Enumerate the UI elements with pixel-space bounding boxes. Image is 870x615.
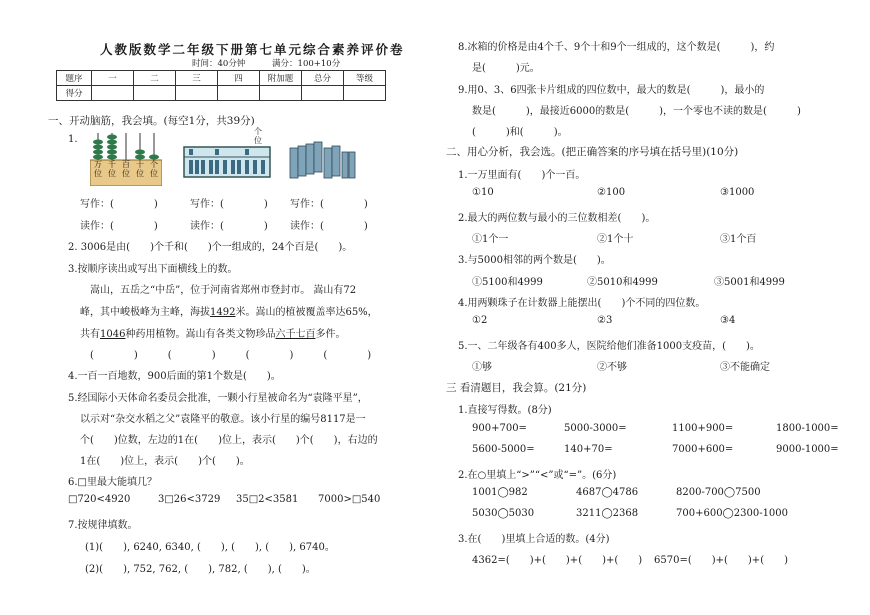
option[interactable]: ②100 xyxy=(597,187,626,198)
q9-line2[interactable]: 数是( )，最接近6000的数是( )，一个零也不读的数是( ) xyxy=(472,106,801,117)
q3-paragraph-line2 xyxy=(80,303,378,318)
calc-item[interactable]: 5000-3000= xyxy=(564,423,627,434)
calc-q2: 2.在○里填上“>”“<”或“=”。(6分) xyxy=(458,470,617,481)
choice-q2: 2.最大的两位数与最小的三位数相差( )。 xyxy=(458,213,656,224)
section-1-heading: 一、开动脑筋，我会填。(每空1分，共39分) xyxy=(48,115,255,127)
option[interactable]: ③5001和4999 xyxy=(714,277,785,288)
calc-item[interactable]: 7000+600= xyxy=(672,444,734,455)
q8-line1: 8.冰箱的价格是由4个千、9个十和9个一组成的，这个数是( )，约 xyxy=(458,42,775,53)
place-label: 万位 xyxy=(94,160,102,178)
option[interactable]: ①10 xyxy=(472,187,494,198)
q9-line1: 9.用0、3、6四张卡片组成的四位数中，最大的数是( )，最小的 xyxy=(458,85,765,96)
q1-read-3[interactable]: 读作：( ) xyxy=(290,221,368,232)
compare-item[interactable]: 3211◯2368 xyxy=(576,508,639,519)
choice-q3: 3.与5000相邻的两个数是( )。 xyxy=(458,255,611,266)
place-label: 十位 xyxy=(136,160,144,178)
decompose-item[interactable]: 6570=( )+( )+( ) xyxy=(654,555,788,566)
q7-text: 7.按规律填数。 xyxy=(68,520,138,531)
abacus-place-labels xyxy=(91,160,161,178)
choice-q1: 1.一万里面有( )个一百。 xyxy=(458,170,586,181)
q9-line3[interactable]: ( )和( )。 xyxy=(472,127,568,138)
base-ten-blocks-icon xyxy=(288,140,358,182)
option[interactable]: ②1个十 xyxy=(597,234,634,245)
exam-meta xyxy=(192,57,364,69)
score-table xyxy=(56,70,386,101)
row-label: 得分 xyxy=(57,86,92,101)
option[interactable]: ③1个百 xyxy=(720,234,757,245)
text: 峰，其中峻极峰为主峰，海拔 xyxy=(80,307,210,318)
score-cell[interactable] xyxy=(260,86,302,101)
q1-read-2[interactable]: 读作：( ) xyxy=(190,221,268,232)
full-score: 满分：100+10分 xyxy=(272,59,341,69)
q5-line1: 5.经国际小天体命名委员会批准，一颗小行星被命名为“袁隆平星”， xyxy=(68,393,368,404)
compare-item[interactable]: 4687◯4786 xyxy=(576,487,639,498)
q1-write-3[interactable]: 写作：( ) xyxy=(290,199,368,210)
calc-item[interactable]: 9000-1000= xyxy=(776,444,839,455)
place-label: 千位 xyxy=(108,160,116,178)
abacus2-ones-label: 个位 xyxy=(254,127,262,145)
calc-item[interactable]: 5600-5000= xyxy=(472,444,535,455)
q3-paragraph-line3 xyxy=(80,325,345,340)
q7-sequence-2[interactable]: (2)( ), 752, 762, ( ), 782, ( ), ( )。 xyxy=(85,564,316,575)
calc-item[interactable]: 900+700= xyxy=(472,423,527,434)
option[interactable]: ①1个一 xyxy=(472,234,509,245)
q6-item[interactable]: 7000>□540 xyxy=(318,494,381,505)
score-cell[interactable] xyxy=(134,86,176,101)
q8-line2[interactable]: 是( )元。 xyxy=(472,63,540,74)
score-cell[interactable] xyxy=(302,86,344,101)
section-2-heading: 二、用心分析，我会选。(把正确答案的序号填在括号里)(10分) xyxy=(446,146,739,158)
calc-item[interactable]: 1100+900= xyxy=(672,423,734,434)
header-cell: 一 xyxy=(92,71,134,86)
score-cell[interactable] xyxy=(176,86,218,101)
score-cell[interactable] xyxy=(218,86,260,101)
q1-read-1[interactable]: 读作：( ) xyxy=(80,221,158,232)
score-cell[interactable] xyxy=(92,86,134,101)
place-label: 个位 xyxy=(150,160,158,178)
q6-item[interactable]: 35□2<3581 xyxy=(236,494,299,505)
choice-q5: 5.一、二年级各有400多人，医院给他们准备1000支疫苗，( )。 xyxy=(458,341,760,352)
header-cell: 总分 xyxy=(302,71,344,86)
q6-item[interactable]: □720<4920 xyxy=(68,494,131,505)
page-title: 人教版数学二年级下册第七单元综合素养评价卷 xyxy=(100,42,405,57)
option[interactable]: ②3 xyxy=(597,315,613,326)
option[interactable]: ②不够 xyxy=(597,362,627,373)
counting-frame-icon xyxy=(183,146,271,178)
header-cell: 四 xyxy=(218,71,260,86)
q5-line3: 个( )位数，左边的1在( )位上，表示( )个( )，右边的 xyxy=(80,435,378,446)
q7-sequence-1[interactable]: (1)( ), 6240, 6340, ( ), ( ), ( ), 6740。 xyxy=(85,542,335,553)
q6-item[interactable]: 3□26<3729 xyxy=(158,494,221,505)
q5-line2: 以示对“杂交水稻之父”袁隆平的敬意。该小行星的编号8117是一 xyxy=(80,414,366,425)
option[interactable]: ①2 xyxy=(472,315,488,326)
compare-item[interactable]: 700+600◯2300-1000 xyxy=(676,508,789,519)
header-cell: 附加题 xyxy=(260,71,302,86)
option[interactable]: ①够 xyxy=(472,362,492,373)
calc-q3: 3.在( )里填上合适的数。(4分) xyxy=(458,534,610,545)
calc-item[interactable]: 140+70= xyxy=(564,444,613,455)
q2-text: 2. 3006是由( )个千和( )个一组成的，24个百是( )。 xyxy=(68,242,353,253)
place-label: 百位 xyxy=(122,160,130,178)
q5-line4: 1在( )位上，表示( )个( )。 xyxy=(80,456,250,467)
option[interactable]: ③1000 xyxy=(720,187,755,198)
option[interactable]: ③4 xyxy=(720,315,736,326)
choice-q4: 4.用两颗珠子在计数器上能摆出( )个不同的四位数。 xyxy=(458,298,706,309)
compare-item[interactable]: 5030◯5030 xyxy=(472,508,535,519)
text: 米。嵩山的植被覆盖率达65%， xyxy=(235,307,378,318)
compare-item[interactable]: 1001◯982 xyxy=(472,487,528,498)
q1-write-2[interactable]: 写作：( ) xyxy=(190,199,268,210)
option[interactable]: ②5010和4999 xyxy=(587,277,658,288)
calc-q1: 1.直接写得数。(8分) xyxy=(458,405,552,416)
underlined-number: 1046 xyxy=(100,329,126,340)
compare-item[interactable]: 8200-700◯7500 xyxy=(676,487,761,498)
section-3-heading: 三 看清题目，我会算。(21分) xyxy=(446,382,587,394)
q1-number: 1. xyxy=(68,134,78,145)
decompose-item[interactable]: 4362=( )+( )+( )+( ) xyxy=(472,555,643,566)
option[interactable]: ③不能确定 xyxy=(720,362,770,373)
text: 多件。 xyxy=(315,329,346,340)
time-limit: 时间：40分钟 xyxy=(192,59,246,69)
q3-paragraph-line1: 嵩山，五岳之“中岳”，位于河南省郑州市登封市。 嵩山有72 xyxy=(90,285,357,296)
text: 共有 xyxy=(80,329,100,340)
q4-text: 4.一百一百地数，900后面的第1个数是( )。 xyxy=(68,371,281,382)
option[interactable]: ①5100和4999 xyxy=(472,277,543,288)
score-cell[interactable] xyxy=(344,86,386,101)
score-table-header-row xyxy=(57,71,386,86)
score-table-score-row xyxy=(57,86,386,101)
header-cell: 题序 xyxy=(57,71,92,86)
header-cell: 三 xyxy=(176,71,218,86)
header-cell: 等级 xyxy=(344,71,386,86)
q6-text: 6.□里最大能填几？ xyxy=(68,477,157,488)
text: 种药用植物。嵩山有各类文物珍品 xyxy=(125,329,276,340)
q3-answer-blanks[interactable]: ( ) ( ) ( ) ( ) xyxy=(90,350,372,361)
q3-text: 3.按顺序读出或写出下面横线上的数。 xyxy=(68,264,238,275)
calc-item[interactable]: 1800-1000= xyxy=(776,423,839,434)
header-cell: 二 xyxy=(134,71,176,86)
underlined-number: 六千七百 xyxy=(275,329,316,340)
underlined-number: 1492 xyxy=(210,307,236,318)
q1-write-1[interactable]: 写作：( ) xyxy=(80,199,158,210)
